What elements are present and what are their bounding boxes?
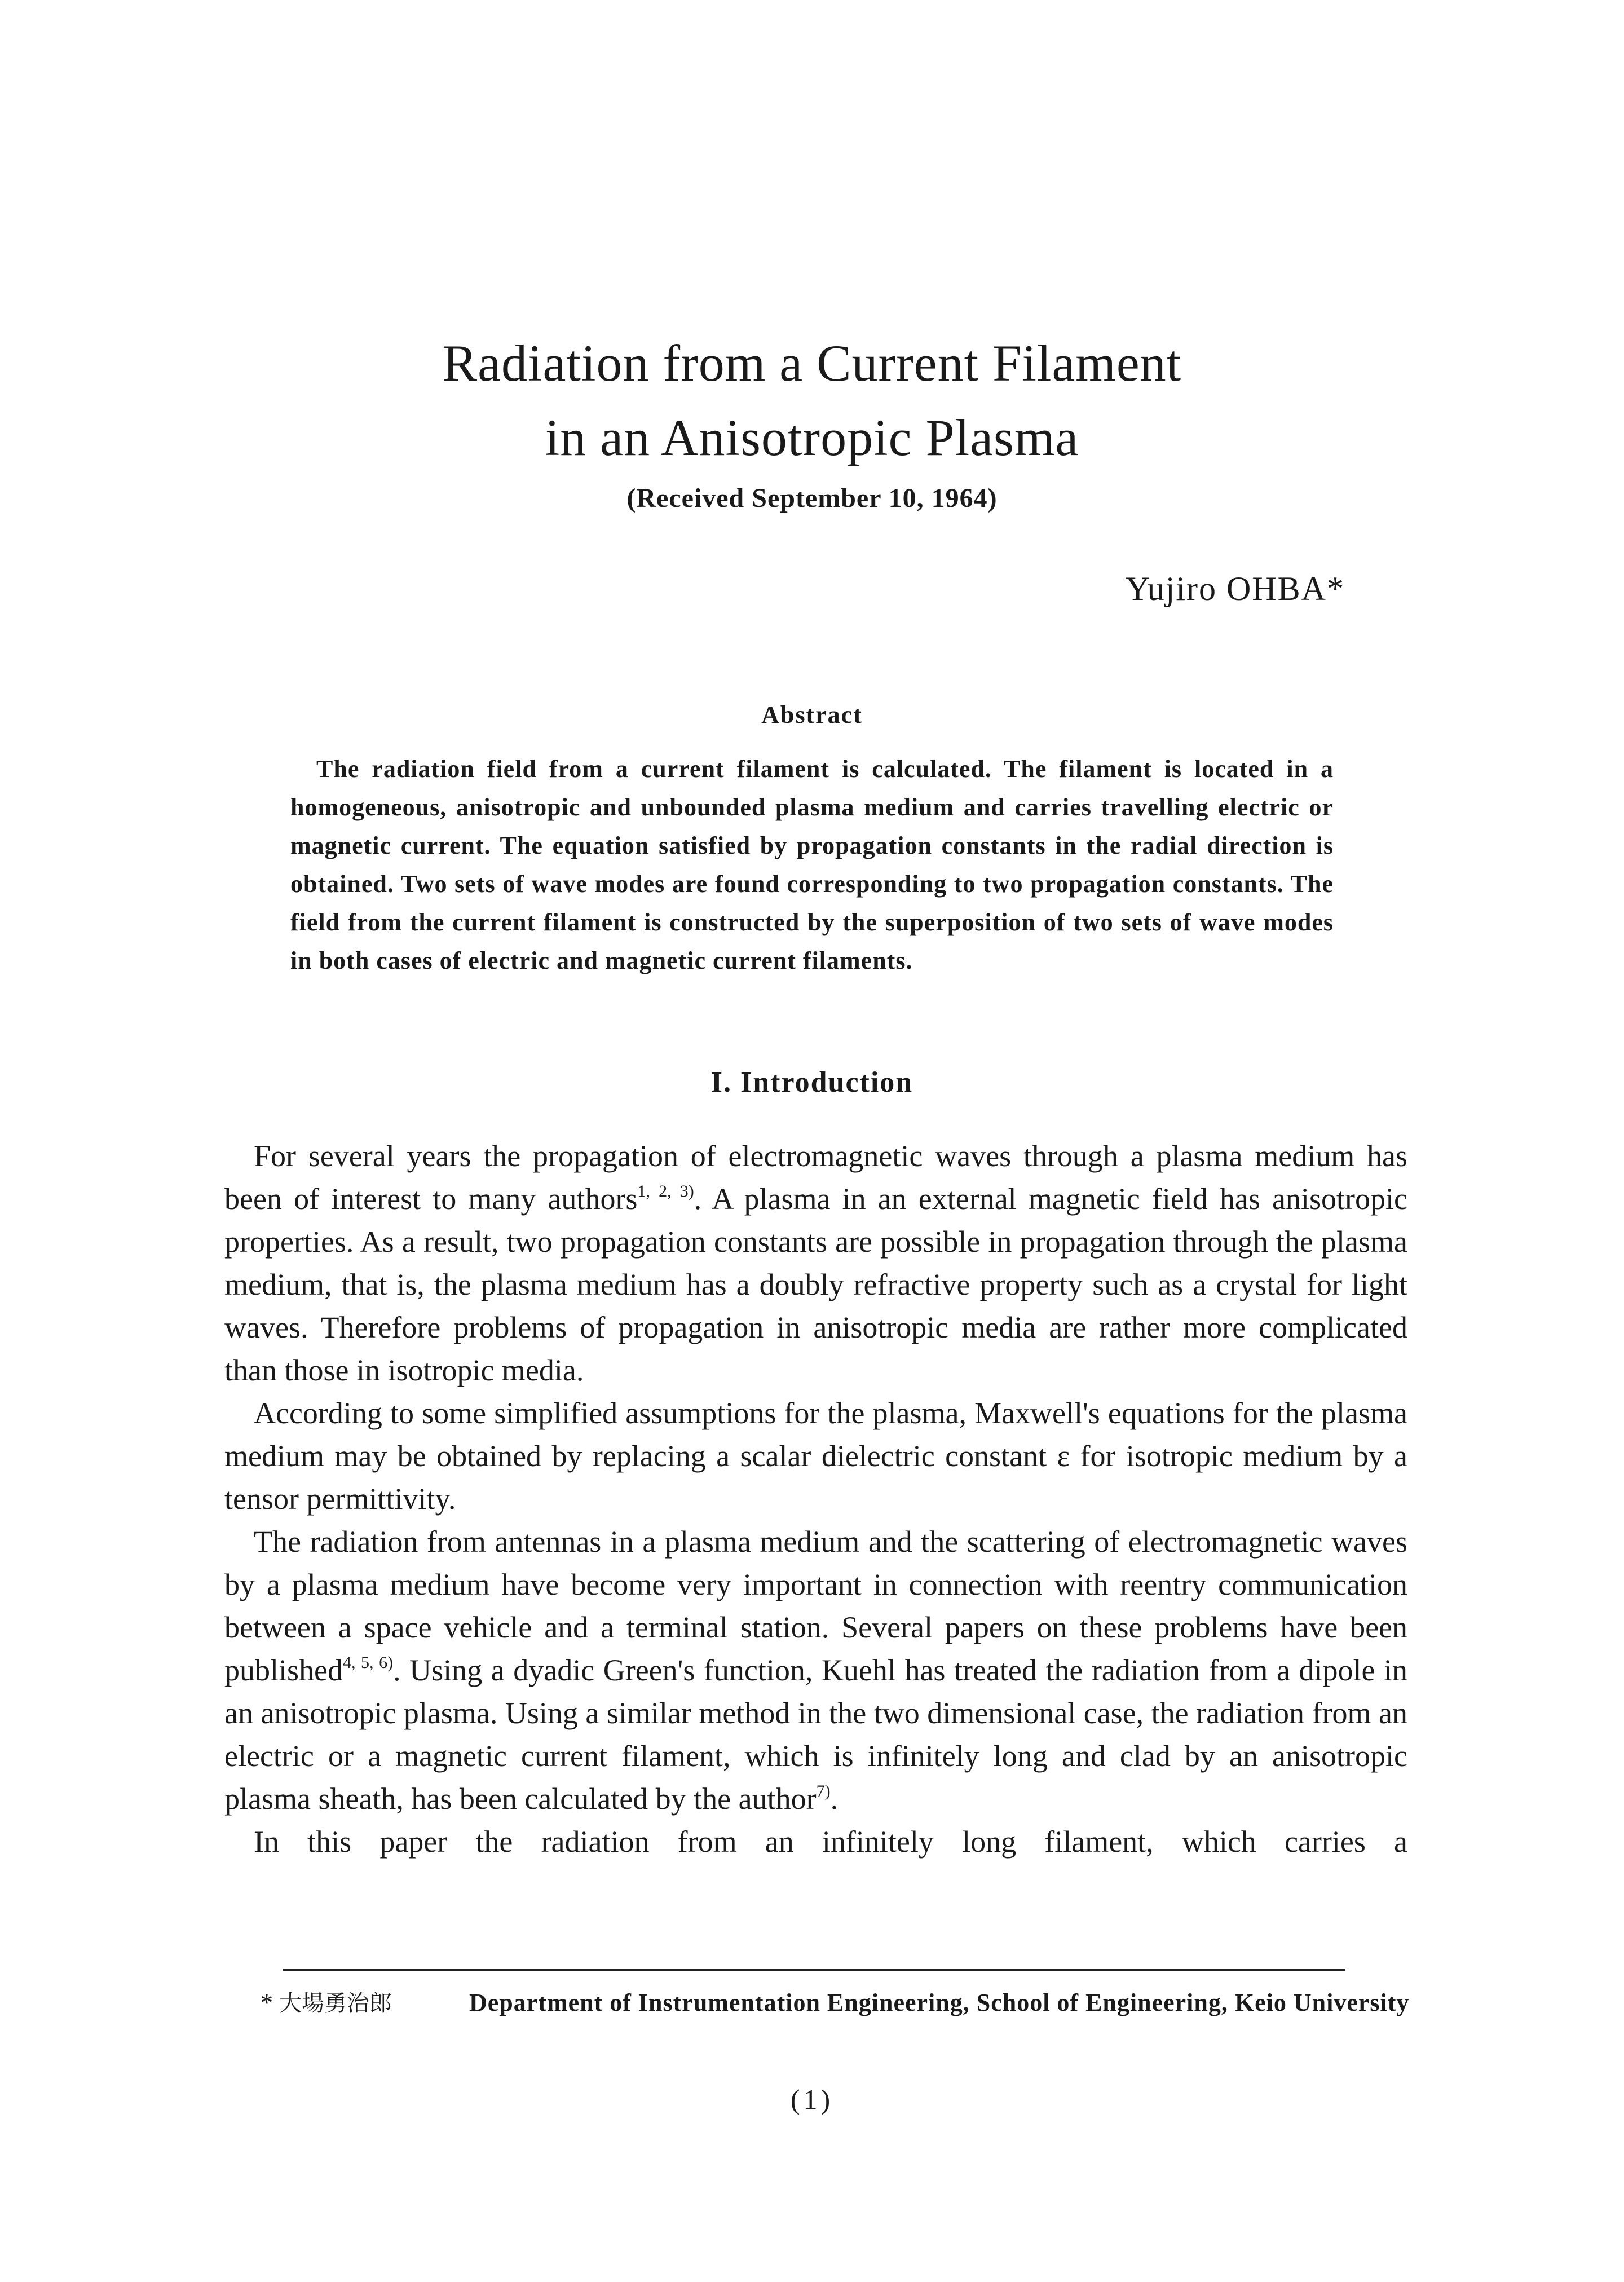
footnote-marker-group xyxy=(261,1985,392,2021)
author-name-kanji: 大場勇治郎 xyxy=(279,1990,392,2016)
page-number: (1) xyxy=(790,2084,834,2115)
paper-title-line-1: Radiation from a Current Filament xyxy=(442,334,1182,392)
section-heading-introduction: I. Introduction xyxy=(710,1066,914,1098)
paragraph xyxy=(224,1135,1407,1392)
paragraph-text: . A plasma in an external magnetic field has anisotropic properties. As a result, two propagation constants are possible in propagation through the plasma medium, that is, the plasma medium has a doubly refractive property such as a crystal for light waves. Therefore problems of propagation in anisotropic media are rather more complicated than those in isotropic media. xyxy=(224,1182,1407,1387)
footnote-asterisk: * xyxy=(261,1989,273,2016)
paragraph: In this paper the radiation from an infinitely long filament, which carries a xyxy=(254,1825,1407,1859)
author-name: Yujiro OHBA* xyxy=(1125,570,1345,607)
abstract-heading: Abstract xyxy=(761,701,863,729)
reference-marker: 7) xyxy=(816,1782,831,1800)
introduction-body xyxy=(224,1135,1407,1863)
paragraph-text: . Using a dyadic Green's function, Kuehl has treated the radiation from a dipole in an anisotropic plasma. Using a similar method in the two dimensional case, the radiation from an electric or a magnetic current filament, which is infinitely long and clad by an anisotropic plasma sheath, has been calculated by the author xyxy=(224,1653,1407,1816)
paragraph xyxy=(224,1520,1407,1820)
author-affiliation: Department of Instrumentation Engineering, School of Engineering, Keio University xyxy=(469,1989,1410,2016)
reference-marker: 4, 5, 6) xyxy=(343,1653,394,1672)
paragraph-text: The radiation from antennas in a plasma medium and the scattering of electromagnetic waves by a plasma medium have become very important in connection with reentry communication between a space vehicle and a terminal station. Several papers on these problems have been published xyxy=(224,1525,1407,1687)
received-date: (Received September 10, 1964) xyxy=(626,483,998,513)
paper-title-line-2: in an Anisotropic Plasma xyxy=(545,409,1079,466)
paragraph-text: For several years the propagation of electromagnetic waves through a plasma medium has been of interest to many authors xyxy=(224,1139,1407,1216)
footnote-divider xyxy=(283,1969,1345,1971)
paragraph: According to some simplified assumptions for the plasma, Maxwell's equations for the plasma medium may be obtained by replacing a scalar dielectric constant ε for isotropic medium by a tensor permittivity. xyxy=(224,1396,1407,1516)
reference-marker: 1, 2, 3) xyxy=(637,1182,694,1200)
paragraph-text: . xyxy=(830,1782,839,1816)
abstract-text: The radiation field from a current filament is calculated. The filament is located in a homogeneous, anisotropic and unbounded plasma medium and carries travelling electric or magnetic current. The equation satisfied by propagation constants in the radial direction is obtained. Two sets of wave modes are found corresponding to two propagation constants. The field from the current filament is constructed by the superposition of two sets of wave modes in both cases of electric and magnetic current filaments. xyxy=(290,755,1334,974)
